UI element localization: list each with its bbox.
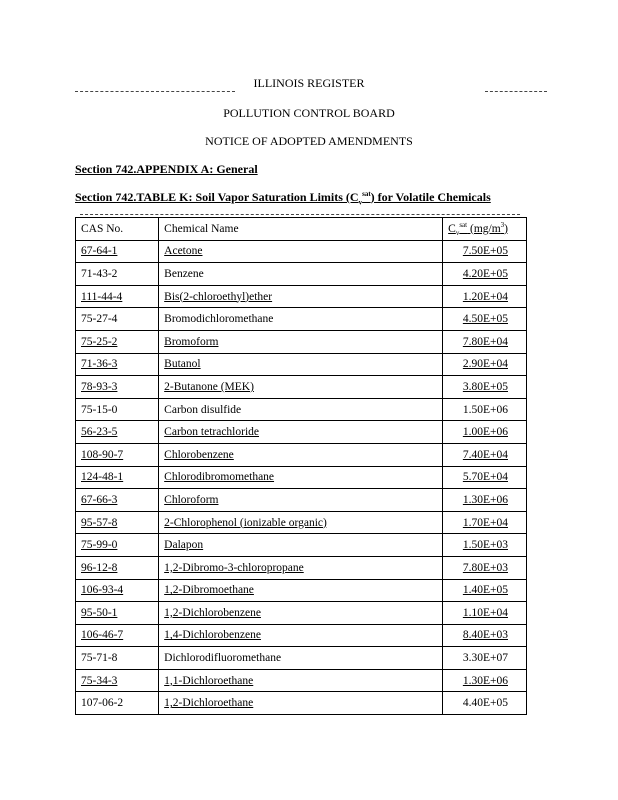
table-row: [76, 534, 527, 557]
value-cell: 4.20E+05: [443, 263, 527, 286]
table-row: [76, 285, 527, 308]
chemical-name-cell: 1,2-Dichlorobenzene: [159, 602, 443, 625]
value-cell: 1.30E+06: [443, 489, 527, 512]
cas-cell: 75-34-3: [76, 669, 159, 692]
table-row: [76, 421, 527, 444]
value-cell: 1.30E+06: [443, 669, 527, 692]
header-cas: CAS No.: [76, 218, 159, 241]
value-cell: 3.80E+05: [443, 376, 527, 399]
table-row: [76, 353, 527, 376]
table-row: [76, 624, 527, 647]
value-cell: 1.40E+05: [443, 579, 527, 602]
chemical-name-cell: Chloroform: [159, 489, 443, 512]
cas-cell: 124-48-1: [76, 466, 159, 489]
section-appendix-heading: Section 742.APPENDIX A: General: [75, 162, 258, 176]
value-cell: 8.40E+03: [443, 624, 527, 647]
table-header-row: [76, 218, 527, 241]
cas-cell: 71-43-2: [76, 263, 159, 286]
table-row: [76, 330, 527, 353]
table-row: [76, 376, 527, 399]
table-row: [76, 240, 527, 263]
cas-cell: 75-99-0: [76, 534, 159, 557]
cas-cell: 78-93-3: [76, 376, 159, 399]
chemical-name-cell: 1,2-Dibromoethane: [159, 579, 443, 602]
cas-cell: 75-15-0: [76, 398, 159, 421]
table-row: [76, 647, 527, 670]
chemical-name-cell: Dichlorodifluoromethane: [159, 647, 443, 670]
table-row: [76, 692, 527, 715]
header-value-unit-sup: 3: [500, 220, 505, 229]
header-value-end: ): [504, 222, 508, 235]
saturation-limits-table: [75, 217, 527, 715]
value-cell: 3.30E+07: [443, 647, 527, 670]
table-row: [76, 443, 527, 466]
table-row: [76, 398, 527, 421]
notice-title: NOTICE OF ADOPTED AMENDMENTS: [205, 134, 413, 148]
header-value-c: C: [448, 222, 456, 235]
value-cell: 7.50E+05: [443, 240, 527, 263]
table-title-suffix: ) for Volatile Chemicals: [370, 190, 491, 204]
table-row: [76, 602, 527, 625]
board-title: POLLUTION CONTROL BOARD: [223, 106, 395, 120]
table-row: [76, 308, 527, 331]
header-value-unit: (mg/m: [467, 222, 501, 235]
value-cell: 1.10E+04: [443, 602, 527, 625]
section-table-heading: [75, 190, 491, 206]
header-value-sub: v: [455, 228, 460, 237]
value-cell: 1.50E+06: [443, 398, 527, 421]
table-row: [76, 466, 527, 489]
table-title-sub: v: [358, 198, 363, 207]
table-row: [76, 579, 527, 602]
cas-cell: 67-64-1: [76, 240, 159, 263]
header-dash-right: [485, 91, 547, 92]
header-dash-left: [75, 91, 235, 92]
chemical-name-cell: Acetone: [159, 240, 443, 263]
cas-cell: 95-57-8: [76, 511, 159, 534]
chemical-name-cell: Chlorobenzene: [159, 443, 443, 466]
chemical-name-cell: Dalapon: [159, 534, 443, 557]
table-row: [76, 669, 527, 692]
chemical-name-cell: Benzene: [159, 263, 443, 286]
cas-cell: 71-36-3: [76, 353, 159, 376]
cas-cell: 106-93-4: [76, 579, 159, 602]
cas-cell: 111-44-4: [76, 285, 159, 308]
value-cell: 7.80E+04: [443, 330, 527, 353]
chemical-name-cell: 1,1-Dichloroethane: [159, 669, 443, 692]
chemical-name-cell: Carbon tetrachloride: [159, 421, 443, 444]
chemical-name-cell: 1,2-Dibromo-3-chloropropane: [159, 556, 443, 579]
value-cell: 1.70E+04: [443, 511, 527, 534]
cas-cell: 106-46-7: [76, 624, 159, 647]
cas-cell: 75-71-8: [76, 647, 159, 670]
chemical-name-cell: Bis(2-chloroethyl)ether: [159, 285, 443, 308]
value-cell: 2.90E+04: [443, 353, 527, 376]
table-row: [76, 263, 527, 286]
value-cell: 4.40E+05: [443, 692, 527, 715]
value-cell: 1.20E+04: [443, 285, 527, 308]
table-row: [76, 556, 527, 579]
cas-cell: 67-66-3: [76, 489, 159, 512]
value-cell: 4.50E+05: [443, 308, 527, 331]
table-title-prefix: Section 742.TABLE K: Soil Vapor Saturation Limits (C: [75, 190, 359, 204]
cas-cell: 108-90-7: [76, 443, 159, 466]
table-body: [76, 240, 527, 714]
chemical-name-cell: 1,4-Dichlorobenzene: [159, 624, 443, 647]
register-title: ILLINOIS REGISTER: [253, 76, 365, 90]
value-cell: 1.00E+06: [443, 421, 527, 444]
value-cell: 7.80E+03: [443, 556, 527, 579]
value-cell: 7.40E+04: [443, 443, 527, 466]
chemical-name-cell: 2-Butanone (MEK): [159, 376, 443, 399]
cas-cell: 75-27-4: [76, 308, 159, 331]
chemical-name-cell: Butanol: [159, 353, 443, 376]
chemical-name-cell: Carbon disulfide: [159, 398, 443, 421]
value-cell: 5.70E+04: [443, 466, 527, 489]
chemical-name-cell: Bromoform: [159, 330, 443, 353]
header-value: [443, 218, 527, 241]
cas-cell: 75-25-2: [76, 330, 159, 353]
chemical-name-cell: 2-Chlorophenol (ionizable organic): [159, 511, 443, 534]
table-title-sup: sat: [362, 190, 371, 198]
chemical-name-cell: Bromodichloromethane: [159, 308, 443, 331]
cas-cell: 95-50-1: [76, 602, 159, 625]
header-value-sup: sat: [459, 220, 468, 229]
table-row: [76, 511, 527, 534]
header-chemical-name: Chemical Name: [159, 218, 443, 241]
table-row: [76, 489, 527, 512]
cas-cell: 107-06-2: [76, 692, 159, 715]
chemical-name-cell: Chlorodibromomethane: [159, 466, 443, 489]
value-cell: 1.50E+03: [443, 534, 527, 557]
table-top-dash: [80, 214, 520, 215]
cas-cell: 96-12-8: [76, 556, 159, 579]
cas-cell: 56-23-5: [76, 421, 159, 444]
chemical-name-cell: 1,2-Dichloroethane: [159, 692, 443, 715]
